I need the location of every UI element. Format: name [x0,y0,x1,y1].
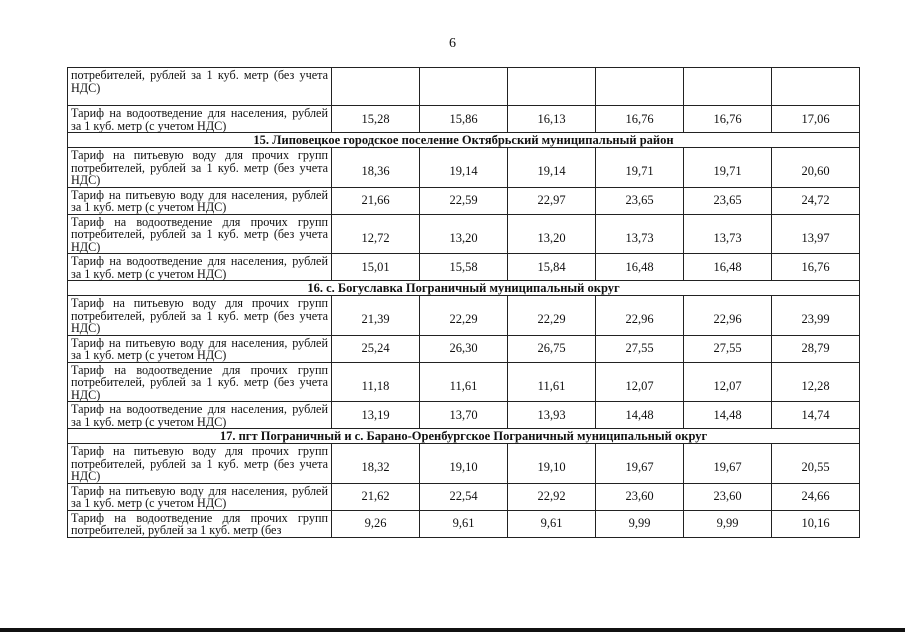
tariff-value-cell: 20,55 [772,444,860,484]
tariff-row [68,214,860,254]
tariff-value-cell: 16,48 [596,254,684,281]
tariff-value-cell: 19,71 [596,148,684,188]
tariff-value-cell [596,68,684,106]
section-title: 17. пгт Пограничный и с. Барано-Оренбургское Пограничный муниципальный округ [68,429,860,444]
tariff-description: Тариф на водоотведение для населения, рублей за 1 куб. метр (с учетом НДС) [68,402,332,429]
tariff-value-cell: 26,75 [508,335,596,362]
section-header-row [68,281,860,296]
tariff-row [68,362,860,402]
tariff-row [68,510,860,537]
tariff-value-cell: 23,65 [684,187,772,214]
tariff-value-cell: 9,99 [684,510,772,537]
tariff-value-cell: 15,86 [420,106,508,133]
tariff-value-cell: 14,48 [684,402,772,429]
tariff-row [68,187,860,214]
tariff-value-cell: 11,18 [332,362,420,402]
tariff-row [68,444,860,484]
tariff-value-cell: 22,96 [684,296,772,336]
tariff-value-cell: 16,48 [684,254,772,281]
tariff-value-cell: 22,97 [508,187,596,214]
tariff-value-cell: 15,01 [332,254,420,281]
tariff-row [68,106,860,133]
page-number: 6 [449,36,456,51]
tariff-description: Тариф на водоотведение для населения, рублей за 1 куб. метр (с учетом НДС) [68,106,332,133]
tariff-description: Тариф на питьевую воду для прочих групп потребителей, рублей за 1 куб. метр (без учета НДС) [68,148,332,188]
tariff-value-cell: 19,10 [508,444,596,484]
tariff-description: Тариф на водоотведение для населения, рублей за 1 куб. метр (с учетом НДС) [68,254,332,281]
tariff-description: Тариф на питьевую воду для прочих групп потребителей, рублей за 1 куб. метр (без учета НДС) [68,444,332,484]
tariff-description: Тариф на питьевую воду для населения, рублей за 1 куб. метр (с учетом НДС) [68,187,332,214]
tariff-description: потребителей, рублей за 1 куб. метр (без учета НДС) [68,68,332,106]
section-header-row [68,429,860,444]
tariff-value-cell: 12,28 [772,362,860,402]
tariff-value-cell: 14,74 [772,402,860,429]
tariff-value-cell: 19,14 [420,148,508,188]
tariff-value-cell [684,68,772,106]
tariff-value-cell: 19,71 [684,148,772,188]
tariff-value-cell: 18,36 [332,148,420,188]
tariff-value-cell [508,68,596,106]
tariff-value-cell: 12,07 [596,362,684,402]
tariff-value-cell: 12,72 [332,214,420,254]
tariff-description: Тариф на водоотведение для прочих групп потребителей, рублей за 1 куб. метр (без [68,510,332,537]
tariff-value-cell: 21,66 [332,187,420,214]
tariff-value-cell: 21,62 [332,483,420,510]
page-bottom-rule [0,628,905,632]
tariff-value-cell: 16,13 [508,106,596,133]
tariff-value-cell [772,68,860,106]
tariff-value-cell: 19,67 [684,444,772,484]
tariff-value-cell: 23,65 [596,187,684,214]
tariff-description: Тариф на водоотведение для прочих групп потребителей, рублей за 1 куб. метр (без учета НДС) [68,362,332,402]
section-header-row [68,133,860,148]
tariff-value-cell: 10,16 [772,510,860,537]
tariff-value-cell: 16,76 [772,254,860,281]
tariff-value-cell: 20,60 [772,148,860,188]
tariff-value-cell: 13,20 [508,214,596,254]
tariff-value-cell: 22,54 [420,483,508,510]
tariff-value-cell: 13,97 [772,214,860,254]
tariff-value-cell: 18,32 [332,444,420,484]
tariff-value-cell: 22,59 [420,187,508,214]
tariff-value-cell: 19,67 [596,444,684,484]
tariff-value-cell: 16,76 [684,106,772,133]
tariff-value-cell: 9,61 [420,510,508,537]
tariff-value-cell: 27,55 [684,335,772,362]
tariff-value-cell: 23,60 [684,483,772,510]
tariff-value-cell: 9,61 [508,510,596,537]
tariff-value-cell: 13,73 [684,214,772,254]
tariff-value-cell: 15,58 [420,254,508,281]
tariff-value-cell [332,68,420,106]
tariff-description: Тариф на питьевую воду для населения, рублей за 1 куб. метр (с учетом НДС) [68,483,332,510]
tariff-value-cell: 16,76 [596,106,684,133]
tariff-value-cell: 17,06 [772,106,860,133]
tariff-row [68,335,860,362]
tariff-value-cell: 19,14 [508,148,596,188]
tariff-value-cell: 21,39 [332,296,420,336]
tariff-value-cell: 11,61 [508,362,596,402]
tariff-description: Тариф на питьевую воду для населения, рублей за 1 куб. метр (с учетом НДС) [68,335,332,362]
section-title: 15. Липовецкое городское поселение Октябрьский муниципальный район [68,133,860,148]
tariff-value-cell: 23,99 [772,296,860,336]
tariff-description: Тариф на питьевую воду для прочих групп потребителей, рублей за 1 куб. метр (без учета НДС) [68,296,332,336]
tariff-value-cell: 9,99 [596,510,684,537]
tariff-value-cell: 15,84 [508,254,596,281]
tariff-value-cell: 15,28 [332,106,420,133]
tariff-value-cell: 25,24 [332,335,420,362]
tariff-value-cell: 22,29 [420,296,508,336]
tariff-row [68,68,860,106]
tariff-value-cell: 13,93 [508,402,596,429]
tariff-row [68,254,860,281]
tariff-value-cell: 13,19 [332,402,420,429]
tariff-row [68,402,860,429]
tariff-row [68,483,860,510]
section-title: 16. с. Богуславка Пограничный муниципальный округ [68,281,860,296]
tariff-value-cell: 13,20 [420,214,508,254]
tariff-description: Тариф на водоотведение для прочих групп потребителей, рублей за 1 куб. метр (без учета НДС) [68,214,332,254]
tariff-value-cell: 24,66 [772,483,860,510]
tariff-table [67,67,860,538]
tariff-value-cell: 12,07 [684,362,772,402]
tariff-value-cell: 13,73 [596,214,684,254]
tariff-value-cell: 14,48 [596,402,684,429]
tariff-value-cell: 24,72 [772,187,860,214]
tariff-value-cell: 22,96 [596,296,684,336]
tariff-value-cell: 19,10 [420,444,508,484]
tariff-value-cell: 9,26 [332,510,420,537]
table-body [68,68,860,538]
tariff-value-cell: 22,92 [508,483,596,510]
tariff-row [68,296,860,336]
tariff-value-cell: 26,30 [420,335,508,362]
tariff-value-cell: 23,60 [596,483,684,510]
tariff-value-cell [420,68,508,106]
tariff-value-cell: 22,29 [508,296,596,336]
tariff-value-cell: 11,61 [420,362,508,402]
tariff-value-cell: 13,70 [420,402,508,429]
tariff-value-cell: 27,55 [596,335,684,362]
tariff-value-cell: 28,79 [772,335,860,362]
tariff-row [68,148,860,188]
